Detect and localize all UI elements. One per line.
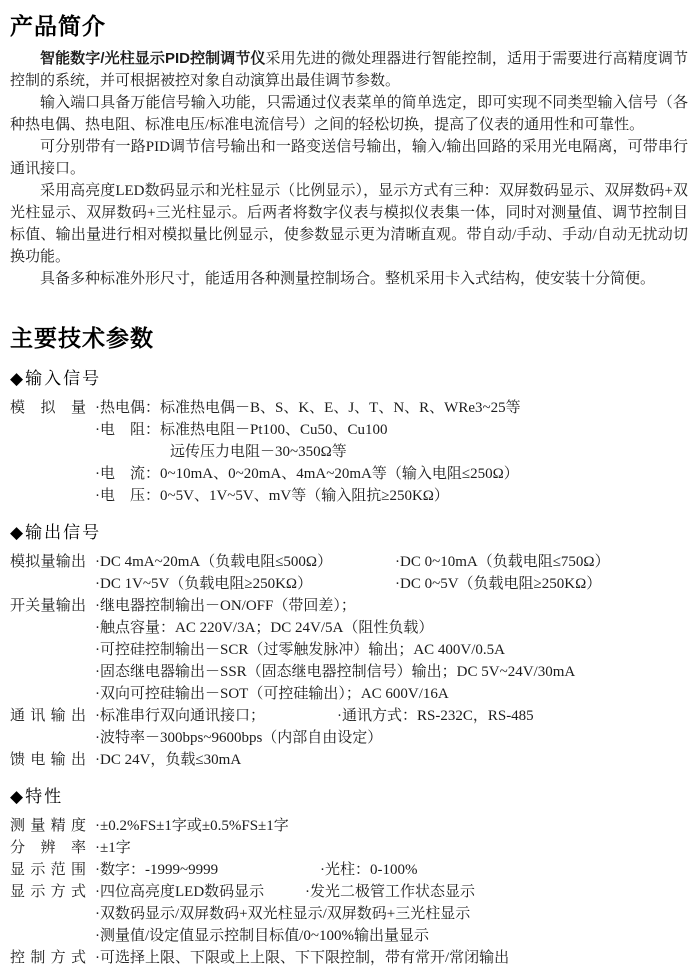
spec-text: ·热电偶：标准热电偶－B、S、K、E、J、T、N、R、WRe3~25等 [95,400,521,416]
spec-line [10,683,688,705]
spec-label: 显示范围 [10,862,86,878]
spec-line [10,727,688,749]
spec-text: ·四位高亮度LED数码显示 [95,884,265,900]
spec-line [10,705,688,727]
spec-line [10,485,688,507]
spec-text: ·光柱：0-100% [320,862,418,878]
spec-section-heading: ◆输入信号 [10,369,102,388]
spec-line [10,397,688,419]
spec-section [10,782,688,969]
spec-line [10,419,688,441]
spec-line [10,881,688,903]
intro-paragraph-text: 采用先进的微处理器进行智能控制，适用于需要进行高精度调节控制的系统，并可根据被控对象自动演算出最佳调节参数。 [10,51,688,89]
spec-line [10,441,688,463]
spec-line [10,661,688,683]
spec-text: ·±1字 [95,840,131,856]
spec-label: 模拟量输出 [10,554,86,570]
spec-text: ·DC 0~10mA（负载电阻≤750Ω） [395,554,610,570]
specs-sections [10,364,688,969]
spec-text: ·固态继电器输出－SSR（固态继电器控制信号）输出；DC 5V~24V/30mA [95,664,576,680]
spec-text: ·测量值/设定值显示控制目标值/0~100%输出量显示 [95,928,429,944]
spec-text: ·数字：-1999~9999 [95,862,219,878]
specs-title: 主要技术参数 [10,325,154,351]
spec-line [10,837,688,859]
spec-line [10,617,688,639]
spec-text: ·波特率－300bps~9600bps（内部自由设定） [95,730,383,746]
spec-label: 分辨率 [10,840,86,856]
spec-line [10,903,688,925]
spec-line [10,639,688,661]
spec-section [10,518,688,771]
spec-line [10,463,688,485]
spec-label: 馈电输出 [10,752,86,768]
spec-line [10,925,688,947]
spec-text: ·电 流：0~10mA、0~20mA、4mA~20mA等（输入电阻≤250Ω） [95,466,519,482]
intro-paragraph: 采用高亮度LED数码显示和光柱显示（比例显示），显示方式有三种：双屏数码显示、双屏数码+双光柱显示、双屏数码+三光柱显示。后两者将数字仪表与模拟仪表集一体，同时对测量值、调节控制目标值、输出量进行相对模拟量比例显示，使参数显示更为清晰直观。带自动/手动、手动/自动无扰动切换功能。 [10,183,688,265]
spec-line [10,859,688,881]
spec-text: ·可控硅控制输出－SCR（过零触发脉冲）输出；AC 400V/0.5A [95,642,506,658]
spec-text: ·可选择上限、下限或上上限、下下限控制，带有常开/常闭输出 [95,950,510,966]
spec-text: ·DC 0~5V（负载电阻≥250KΩ） [395,576,602,592]
spec-line [10,749,688,771]
intro-title: 产品简介 [10,13,106,39]
spec-section-heading: ◆输出信号 [10,523,102,542]
spec-line [10,551,688,573]
spec-line [10,947,688,969]
spec-text: ·触点容量：AC 220V/3A；DC 24V/5A（阻性负载） [95,620,434,636]
spec-text: 远传压力电阻－30~350Ω等 [95,444,347,460]
intro-section [10,48,688,290]
spec-label: 显示方式 [10,884,86,900]
spec-text: ·DC 4mA~20mA（负载电阻≤500Ω） [95,554,333,570]
spec-text: ·双向可控硅输出－SOT（可控硅输出）；AC 600V/16A [95,686,449,702]
spec-text: ·DC 24V，负载≤30mA [95,752,242,768]
intro-paragraph: 可分别带有一路PID调节信号输出和一路变送信号输出，输入/输出回路的采用光电隔离，可带串行通讯接口。 [10,139,688,177]
spec-text: ·继电器控制输出－ON/OFF（带回差）； [95,598,356,614]
spec-text: ·双数码显示/双屏数码+双光柱显示/双屏数码+三光柱显示 [95,906,471,922]
product-name-lead: 智能数字/光柱显示PID控制调节仪 [40,50,266,67]
spec-text: ·电 阻：标准热电阻－Pt100、Cu50、Cu100 [95,422,388,438]
spec-text: ·标准串行双向通讯接口； [95,708,265,724]
spec-text: ·电 压：0~5V、1V~5V、mV等（输入阻抗≥250KΩ） [95,488,449,504]
spec-text: ·DC 1V~5V（负载电阻≥250KΩ） [95,576,313,592]
spec-label: 开关量输出 [10,598,86,614]
spec-label: 通讯输出 [10,708,86,724]
spec-label: 测量精度 [10,818,86,834]
intro-paragraph: 具备多种标准外形尺寸，能适用各种测量控制场合。整机采用卡入式结构，使安装十分简便。 [40,271,656,287]
spec-line [10,815,688,837]
spec-section [10,364,688,507]
intro-paragraph [10,48,688,92]
spec-label: 控制方式 [10,950,86,966]
spec-line [10,595,688,617]
spec-section-heading: ◆特性 [10,787,64,806]
spec-text: ·发光二极管工作状态显示 [305,884,475,900]
spec-text: ·通讯方式：RS-232C，RS-485 [337,708,534,724]
intro-paragraph: 输入端口具备万能信号输入功能，只需通过仪表菜单的简单选定，即可实现不同类型输入信号（各种热电偶、热电阻、标准电压/标准电流信号）之间的轻松切换，提高了仪表的通用性和可靠性。 [10,95,688,133]
spec-text: ·±0.2%FS±1字或±0.5%FS±1字 [95,818,289,834]
spec-label: 模拟量 [10,400,86,416]
spec-line [10,573,688,595]
